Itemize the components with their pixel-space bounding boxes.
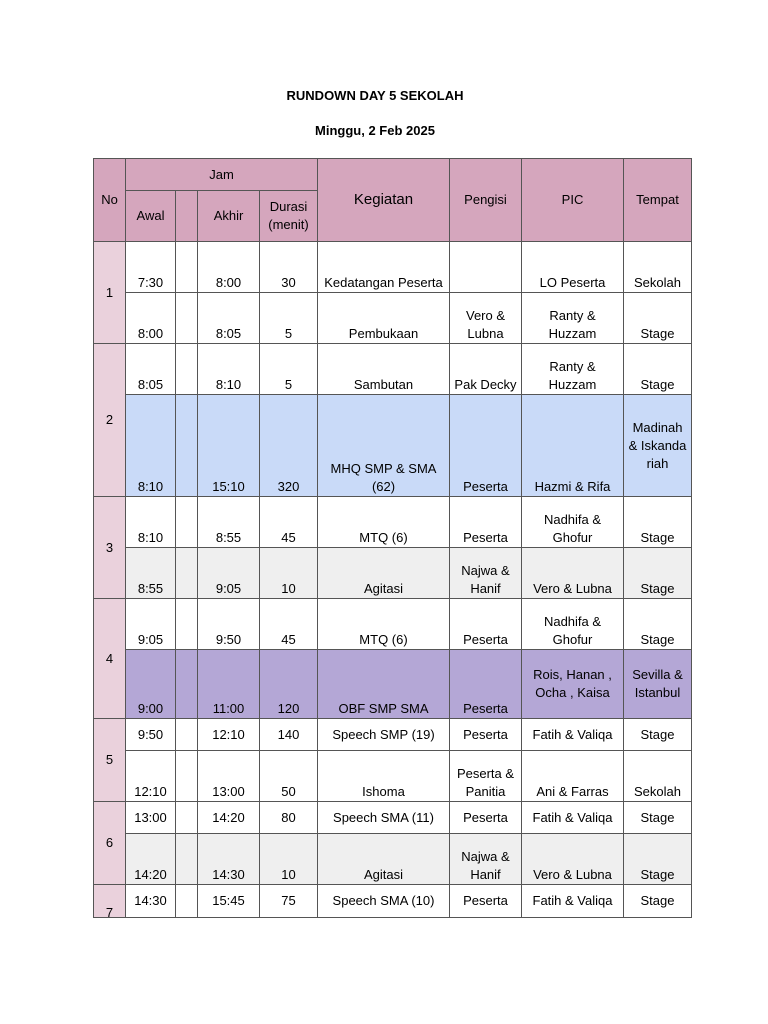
table-row	[94, 834, 692, 885]
cell-tempat: Stage	[624, 344, 692, 395]
cell-pengisi: Peserta & Panitia	[450, 751, 522, 802]
cell-kegiatan: Ishoma	[318, 751, 450, 802]
cell-pic: Rois, Hanan , Ocha , Kaisa	[522, 650, 624, 719]
cell-spacer	[176, 650, 198, 719]
cell-durasi: 5	[260, 293, 318, 344]
cell-akhir: 9:05	[198, 548, 260, 599]
cell-akhir: 11:00	[198, 650, 260, 719]
cell-spacer	[176, 344, 198, 395]
group-number-label: 6	[105, 835, 114, 850]
cell-pic: Vero & Lubna	[522, 834, 624, 885]
cell-tempat: Stage	[624, 834, 692, 885]
cell-durasi: 120	[260, 650, 318, 719]
cell-kegiatan: MTQ (6)	[318, 497, 450, 548]
table-row	[94, 344, 692, 395]
header-row	[94, 159, 692, 191]
cell-durasi: 30	[260, 242, 318, 293]
group-number	[94, 242, 126, 344]
header-spacer	[176, 191, 198, 242]
cell-kegiatan: MHQ SMP & SMA (62)	[318, 395, 450, 497]
table-row	[94, 599, 692, 650]
group-number	[94, 802, 126, 885]
group-number-label: 4	[105, 650, 114, 666]
cell-awal: 13:00	[126, 802, 176, 834]
table-row	[94, 802, 692, 834]
group-number	[94, 344, 126, 497]
cell-pengisi: Najwa & Hanif	[450, 548, 522, 599]
cell-pengisi: Peserta	[450, 719, 522, 751]
cell-spacer	[176, 802, 198, 834]
cell-tempat: Madinah & Iskandariah	[624, 395, 692, 497]
table-row	[94, 548, 692, 599]
cell-tempat: Stage	[624, 599, 692, 650]
cell-durasi: 140	[260, 719, 318, 751]
cell-akhir: 15:10	[198, 395, 260, 497]
cell-akhir: 8:10	[198, 344, 260, 395]
cell-pic: Hazmi & Rifa	[522, 395, 624, 497]
cell-pengisi	[450, 242, 522, 293]
cell-pic: Fatih & Valiqa	[522, 719, 624, 751]
table-row	[94, 395, 692, 497]
cell-tempat: Stage	[624, 885, 692, 918]
cell-kegiatan: Speech SMA (10)	[318, 885, 450, 918]
cell-spacer	[176, 242, 198, 293]
cell-durasi: 50	[260, 751, 318, 802]
cell-spacer	[176, 548, 198, 599]
table-row	[94, 497, 692, 548]
cell-kegiatan: Speech SMA (11)	[318, 802, 450, 834]
cell-pic: Ani & Farras	[522, 751, 624, 802]
cell-awal: 9:00	[126, 650, 176, 719]
cell-spacer	[176, 599, 198, 650]
cell-kegiatan: Kedatangan Peserta	[318, 242, 450, 293]
cell-durasi: 45	[260, 497, 318, 548]
cell-tempat: Stage	[624, 293, 692, 344]
table-row	[94, 242, 692, 293]
cell-akhir: 9:50	[198, 599, 260, 650]
cell-tempat: Stage	[624, 497, 692, 548]
table-row	[94, 650, 692, 719]
cell-kegiatan: OBF SMP SMA	[318, 650, 450, 719]
cell-spacer	[176, 497, 198, 548]
cell-durasi: 10	[260, 548, 318, 599]
group-number	[94, 719, 126, 802]
cell-akhir: 14:20	[198, 802, 260, 834]
cell-durasi: 80	[260, 802, 318, 834]
cell-pic: Nadhifa & Ghofur	[522, 497, 624, 548]
cell-awal: 9:50	[126, 719, 176, 751]
cell-awal: 14:20	[126, 834, 176, 885]
cell-pic: Nadhifa & Ghofur	[522, 599, 624, 650]
cell-kegiatan: Sambutan	[318, 344, 450, 395]
cell-akhir: 8:00	[198, 242, 260, 293]
cell-pic: Fatih & Valiqa	[522, 802, 624, 834]
cell-awal: 9:05	[126, 599, 176, 650]
cell-durasi: 320	[260, 395, 318, 497]
cell-kegiatan: Speech SMP (19)	[318, 719, 450, 751]
cell-pengisi: Peserta	[450, 599, 522, 650]
cell-akhir: 14:30	[198, 834, 260, 885]
group-number-label: 1	[105, 284, 114, 300]
cell-akhir: 8:05	[198, 293, 260, 344]
header-jam: Jam	[126, 159, 318, 191]
cell-pengisi: Peserta	[450, 885, 522, 918]
header-pengisi: Pengisi	[450, 159, 522, 242]
cell-pic: Fatih & Valiqa	[522, 885, 624, 918]
cell-pengisi: Peserta	[450, 802, 522, 834]
cell-pic: Ranty & Huzzam	[522, 293, 624, 344]
cell-awal: 8:10	[126, 395, 176, 497]
group-number-label: 7	[105, 905, 114, 918]
cell-pic: LO Peserta	[522, 242, 624, 293]
cell-pengisi: Peserta	[450, 650, 522, 719]
cell-pic: Vero & Lubna	[522, 548, 624, 599]
cell-awal: 8:10	[126, 497, 176, 548]
cell-kegiatan: Agitasi	[318, 548, 450, 599]
cell-tempat: Stage	[624, 548, 692, 599]
group-number	[94, 599, 126, 719]
cell-durasi: 10	[260, 834, 318, 885]
group-number	[94, 497, 126, 599]
cell-pengisi: Najwa & Hanif	[450, 834, 522, 885]
header-durasi: Durasi (menit)	[260, 191, 318, 242]
document-date: Minggu, 2 Feb 2025	[315, 123, 435, 138]
cell-durasi: 75	[260, 885, 318, 918]
header-no: No	[94, 159, 126, 242]
group-number-label: 5	[105, 752, 114, 767]
cell-akhir: 15:45	[198, 885, 260, 918]
cell-tempat: Sevilla & Istanbul	[624, 650, 692, 719]
cell-awal: 12:10	[126, 751, 176, 802]
group-number-label: 2	[105, 412, 114, 427]
header-akhir: Akhir	[198, 191, 260, 242]
cell-spacer	[176, 395, 198, 497]
cell-kegiatan: MTQ (6)	[318, 599, 450, 650]
cell-pengisi: Vero & Lubna	[450, 293, 522, 344]
cell-durasi: 5	[260, 344, 318, 395]
cell-spacer	[176, 751, 198, 802]
cell-akhir: 12:10	[198, 719, 260, 751]
cell-awal: 7:30	[126, 242, 176, 293]
cell-durasi: 45	[260, 599, 318, 650]
header-kegiatan: Kegiatan	[318, 159, 450, 242]
cell-spacer	[176, 293, 198, 344]
table-row	[94, 751, 692, 802]
cell-awal: 8:05	[126, 344, 176, 395]
header-pic: PIC	[522, 159, 624, 242]
cell-tempat: Sekolah	[624, 242, 692, 293]
cell-kegiatan: Agitasi	[318, 834, 450, 885]
cell-spacer	[176, 719, 198, 751]
cell-awal: 8:55	[126, 548, 176, 599]
cell-spacer	[176, 885, 198, 918]
cell-awal: 8:00	[126, 293, 176, 344]
cell-tempat: Sekolah	[624, 751, 692, 802]
cell-pengisi: Peserta	[450, 497, 522, 548]
cell-pengisi: Pak Decky	[450, 344, 522, 395]
cell-pic: Ranty & Huzzam	[522, 344, 624, 395]
group-number	[94, 885, 126, 918]
group-number-label: 3	[105, 539, 114, 555]
cell-akhir: 8:55	[198, 497, 260, 548]
cell-akhir: 13:00	[198, 751, 260, 802]
cell-awal: 14:30	[126, 885, 176, 918]
rundown-table	[93, 158, 692, 918]
document-title: RUNDOWN DAY 5 SEKOLAH	[286, 88, 464, 103]
header-tempat: Tempat	[624, 159, 692, 242]
table-row	[94, 885, 692, 918]
cell-tempat: Stage	[624, 719, 692, 751]
cell-pengisi: Peserta	[450, 395, 522, 497]
table-row	[94, 293, 692, 344]
cell-kegiatan: Pembukaan	[318, 293, 450, 344]
header-awal: Awal	[126, 191, 176, 242]
cell-tempat: Stage	[624, 802, 692, 834]
cell-spacer	[176, 834, 198, 885]
table-row	[94, 719, 692, 751]
